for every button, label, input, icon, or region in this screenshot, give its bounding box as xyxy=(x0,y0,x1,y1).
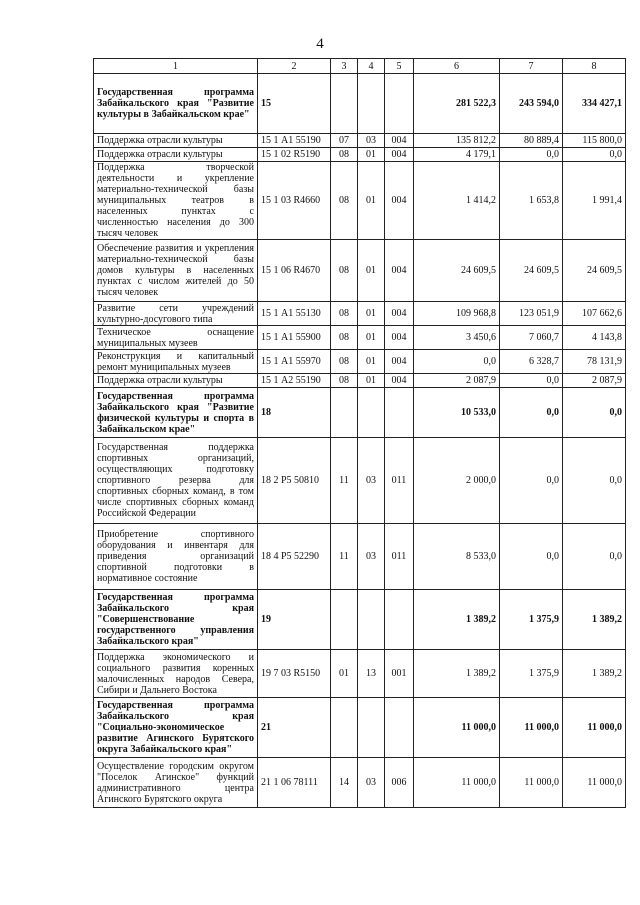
program-row xyxy=(94,74,626,134)
budget-table xyxy=(93,58,626,808)
code-c5-cell: 004 xyxy=(385,326,414,350)
amount-col7-cell: 80 889,4 xyxy=(500,134,563,148)
table-row xyxy=(94,524,626,590)
amount-col6-cell: 8 533,0 xyxy=(414,524,500,590)
code-c5-cell: 004 xyxy=(385,148,414,162)
amount-col6-cell: 135 812,2 xyxy=(414,134,500,148)
amount-col8-cell: 0,0 xyxy=(563,524,626,590)
amount-col8-cell: 115 800,0 xyxy=(563,134,626,148)
name-cell: Приобретение спортивного оборудования и инвентаря для приведения организаций спортивной подготовки в нормативное состояние xyxy=(94,524,258,590)
amount-col8-cell: 1 991,4 xyxy=(563,162,626,240)
code-c3-cell: 07 xyxy=(331,134,358,148)
amount-col8-cell: 0,0 xyxy=(563,388,626,438)
column-header: 2 xyxy=(258,59,331,74)
amount-col6-cell: 0,0 xyxy=(414,350,500,374)
table-row xyxy=(94,374,626,388)
code-c3-cell: 14 xyxy=(331,758,358,808)
code-c5-cell: 004 xyxy=(385,240,414,302)
code-c4-cell xyxy=(358,388,385,438)
amount-col8-cell: 11 000,0 xyxy=(563,758,626,808)
code-c5-cell: 004 xyxy=(385,350,414,374)
amount-col6-cell: 10 533,0 xyxy=(414,388,500,438)
amount-col7-cell: 1 375,9 xyxy=(500,590,563,650)
column-number-row xyxy=(94,59,626,74)
code-cell: 19 xyxy=(258,590,331,650)
code-c4-cell: 01 xyxy=(358,302,385,326)
name-cell: Государственная программа Забайкальского края "Развитие культуры в Забайкальском крае" xyxy=(94,74,258,134)
code-cell: 18 4 Р5 52290 xyxy=(258,524,331,590)
amount-col6-cell: 2 000,0 xyxy=(414,438,500,524)
amount-col7-cell: 6 328,7 xyxy=(500,350,563,374)
code-c4-cell: 03 xyxy=(358,758,385,808)
code-c4-cell: 01 xyxy=(358,374,385,388)
code-cell: 15 1 А2 55190 xyxy=(258,374,331,388)
code-c4-cell xyxy=(358,698,385,758)
program-row xyxy=(94,388,626,438)
amount-col6-cell: 3 450,6 xyxy=(414,326,500,350)
code-c5-cell: 004 xyxy=(385,374,414,388)
code-c5-cell xyxy=(385,74,414,134)
amount-col7-cell: 0,0 xyxy=(500,148,563,162)
code-c3-cell: 08 xyxy=(331,326,358,350)
table-row xyxy=(94,240,626,302)
code-c4-cell: 01 xyxy=(358,326,385,350)
amount-col7-cell: 24 609,5 xyxy=(500,240,563,302)
table-row xyxy=(94,350,626,374)
name-cell: Обеспечение развития и укрепления материально-технической базы домов культуры в населенных пунктах с числом жителей до 50 тысяч человек xyxy=(94,240,258,302)
code-c3-cell: 11 xyxy=(331,438,358,524)
amount-col7-cell: 1 375,9 xyxy=(500,650,563,698)
code-c5-cell: 004 xyxy=(385,134,414,148)
amount-col8-cell: 11 000,0 xyxy=(563,698,626,758)
column-header: 3 xyxy=(331,59,358,74)
code-c5-cell xyxy=(385,590,414,650)
code-cell: 21 1 06 78111 xyxy=(258,758,331,808)
name-cell: Государственная поддержка спортивных организаций, осуществляющих подготовку спортивного резерва для спортивных сборных команд, в том числе спортивных сборных команд Российской Федерации xyxy=(94,438,258,524)
amount-col8-cell: 78 131,9 xyxy=(563,350,626,374)
amount-col7-cell: 0,0 xyxy=(500,438,563,524)
program-row xyxy=(94,698,626,758)
code-cell: 15 1 03 R4660 xyxy=(258,162,331,240)
code-cell: 15 1 06 R4670 xyxy=(258,240,331,302)
amount-col8-cell: 1 389,2 xyxy=(563,590,626,650)
amount-col6-cell: 1 389,2 xyxy=(414,590,500,650)
amount-col6-cell: 1 414,2 xyxy=(414,162,500,240)
amount-col7-cell: 243 594,0 xyxy=(500,74,563,134)
amount-col8-cell: 107 662,6 xyxy=(563,302,626,326)
code-c4-cell: 03 xyxy=(358,134,385,148)
code-cell: 18 xyxy=(258,388,331,438)
amount-col7-cell: 1 653,8 xyxy=(500,162,563,240)
code-c5-cell xyxy=(385,388,414,438)
name-cell: Поддержка отрасли культуры xyxy=(94,374,258,388)
amount-col8-cell: 334 427,1 xyxy=(563,74,626,134)
code-c4-cell xyxy=(358,74,385,134)
amount-col7-cell: 0,0 xyxy=(500,524,563,590)
page-number: 4 xyxy=(316,36,324,52)
code-c4-cell: 03 xyxy=(358,438,385,524)
code-c3-cell: 08 xyxy=(331,240,358,302)
code-cell: 15 1 А1 55190 xyxy=(258,134,331,148)
table-row xyxy=(94,148,626,162)
amount-col6-cell: 4 179,1 xyxy=(414,148,500,162)
column-header: 1 xyxy=(94,59,258,74)
code-c4-cell: 01 xyxy=(358,162,385,240)
amount-col6-cell: 11 000,0 xyxy=(414,698,500,758)
name-cell: Осуществление городским округом "Поселок Агинское" функций административного центра Агинского Бурятского округа xyxy=(94,758,258,808)
column-header: 4 xyxy=(358,59,385,74)
amount-col6-cell: 24 609,5 xyxy=(414,240,500,302)
table-row xyxy=(94,134,626,148)
code-cell: 15 1 А1 55900 xyxy=(258,326,331,350)
code-c4-cell: 03 xyxy=(358,524,385,590)
name-cell: Развитие сети учреждений культурно-досугового типа xyxy=(94,302,258,326)
code-c3-cell: 01 xyxy=(331,650,358,698)
code-c3-cell: 11 xyxy=(331,524,358,590)
code-cell: 18 2 Р5 50810 xyxy=(258,438,331,524)
amount-col6-cell: 1 389,2 xyxy=(414,650,500,698)
code-c3-cell xyxy=(331,698,358,758)
code-c4-cell: 13 xyxy=(358,650,385,698)
amount-col8-cell: 0,0 xyxy=(563,148,626,162)
code-c3-cell: 08 xyxy=(331,374,358,388)
name-cell: Поддержка отрасли культуры xyxy=(94,134,258,148)
code-cell: 15 1 А1 55970 xyxy=(258,350,331,374)
name-cell: Государственная программа Забайкальского края "Социально-экономическое развитие Агинского Бурятского округа Забайкальского края" xyxy=(94,698,258,758)
code-c5-cell xyxy=(385,698,414,758)
code-cell: 19 7 03 R5150 xyxy=(258,650,331,698)
column-header: 6 xyxy=(414,59,500,74)
table-row xyxy=(94,162,626,240)
code-c5-cell: 006 xyxy=(385,758,414,808)
amount-col8-cell: 24 609,5 xyxy=(563,240,626,302)
amount-col8-cell: 4 143,8 xyxy=(563,326,626,350)
table-row xyxy=(94,650,626,698)
amount-col6-cell: 281 522,3 xyxy=(414,74,500,134)
name-cell: Поддержка отрасли культуры xyxy=(94,148,258,162)
code-c5-cell: 011 xyxy=(385,438,414,524)
code-c4-cell xyxy=(358,590,385,650)
amount-col7-cell: 11 000,0 xyxy=(500,698,563,758)
name-cell: Техническое оснащение муниципальных музеев xyxy=(94,326,258,350)
code-c5-cell: 004 xyxy=(385,302,414,326)
name-cell: Поддержка творческой деятельности и укрепление материально-технической базы муниципальных театров в населенных пунктах с численностью населения до 300 тысяч человек xyxy=(94,162,258,240)
column-header: 7 xyxy=(500,59,563,74)
code-c4-cell: 01 xyxy=(358,240,385,302)
column-header: 5 xyxy=(385,59,414,74)
code-c3-cell xyxy=(331,74,358,134)
amount-col6-cell: 109 968,8 xyxy=(414,302,500,326)
amount-col7-cell: 0,0 xyxy=(500,374,563,388)
table-row xyxy=(94,326,626,350)
code-c4-cell: 01 xyxy=(358,350,385,374)
code-c3-cell xyxy=(331,590,358,650)
amount-col7-cell: 123 051,9 xyxy=(500,302,563,326)
code-cell: 15 1 02 R5190 xyxy=(258,148,331,162)
name-cell: Государственная программа Забайкальского края "Развитие физической культуры и спорта в Забайкальском крае" xyxy=(94,388,258,438)
table-row xyxy=(94,302,626,326)
code-c3-cell: 08 xyxy=(331,350,358,374)
table-row xyxy=(94,438,626,524)
code-c3-cell: 08 xyxy=(331,302,358,326)
code-cell: 15 1 А1 55130 xyxy=(258,302,331,326)
amount-col6-cell: 11 000,0 xyxy=(414,758,500,808)
code-c5-cell: 001 xyxy=(385,650,414,698)
code-c3-cell: 08 xyxy=(331,148,358,162)
amount-col8-cell: 0,0 xyxy=(563,438,626,524)
amount-col7-cell: 11 000,0 xyxy=(500,758,563,808)
name-cell: Поддержка экономического и социального развития коренных малочисленных народов Севера, Сибири и Дальнего Востока xyxy=(94,650,258,698)
amount-col7-cell: 0,0 xyxy=(500,388,563,438)
code-c5-cell: 004 xyxy=(385,162,414,240)
table-row xyxy=(94,758,626,808)
code-c5-cell: 011 xyxy=(385,524,414,590)
program-row xyxy=(94,590,626,650)
amount-col7-cell: 7 060,7 xyxy=(500,326,563,350)
name-cell: Реконструкция и капитальный ремонт муниципальных музеев xyxy=(94,350,258,374)
amount-col8-cell: 1 389,2 xyxy=(563,650,626,698)
column-header: 8 xyxy=(563,59,626,74)
code-cell: 15 xyxy=(258,74,331,134)
amount-col8-cell: 2 087,9 xyxy=(563,374,626,388)
code-c3-cell: 08 xyxy=(331,162,358,240)
amount-col6-cell: 2 087,9 xyxy=(414,374,500,388)
code-c3-cell xyxy=(331,388,358,438)
name-cell: Государственная программа Забайкальского края "Совершенствование государственного управления Забайкальского края" xyxy=(94,590,258,650)
code-c4-cell: 01 xyxy=(358,148,385,162)
code-cell: 21 xyxy=(258,698,331,758)
